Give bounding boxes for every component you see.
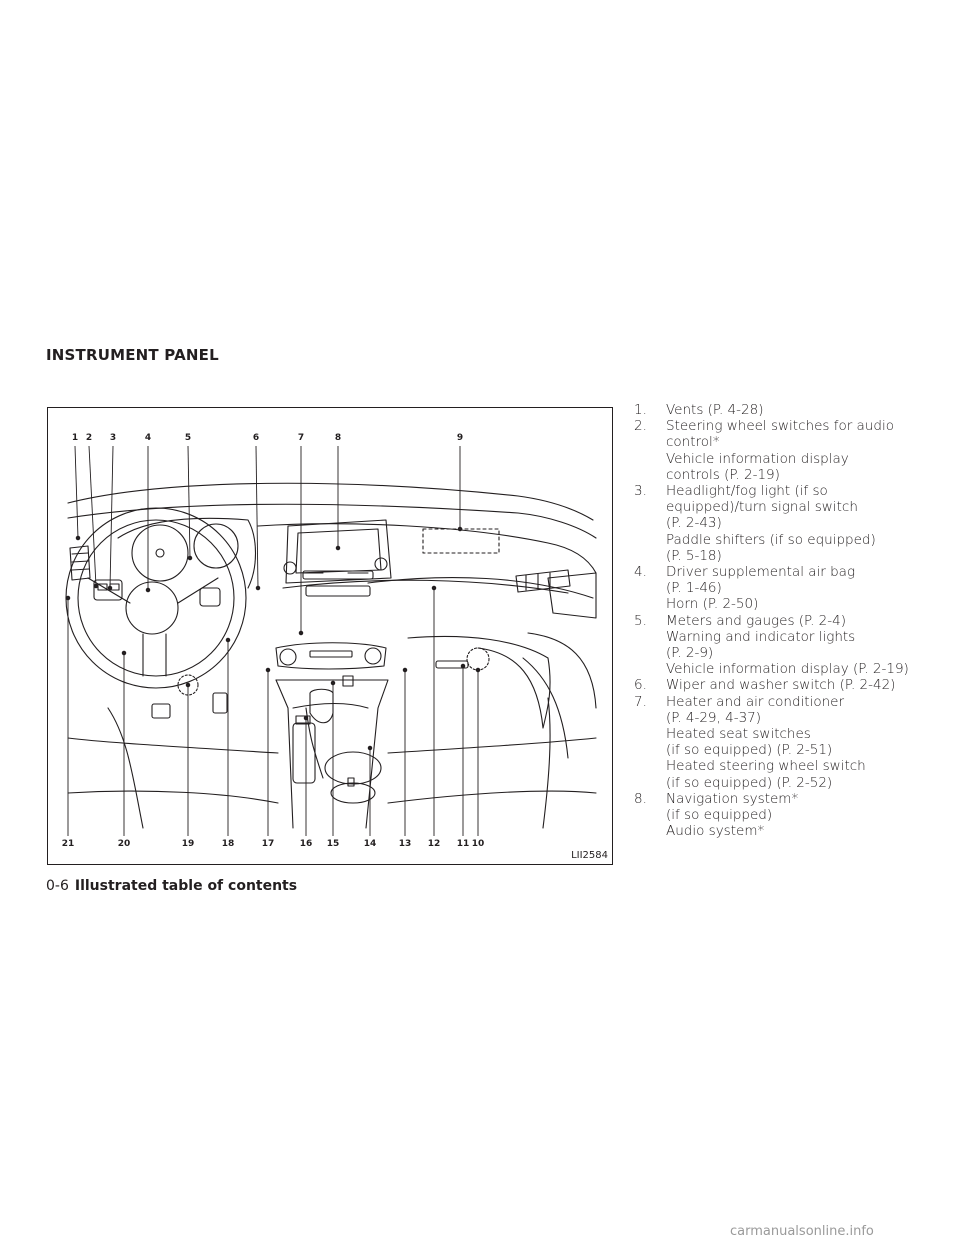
toc-item-number: 3. — [634, 483, 647, 500]
figure-code: LII2584 — [571, 850, 608, 861]
callout-number: 17 — [261, 839, 275, 849]
toc-item-text: (P. 2-43) — [666, 515, 722, 532]
toc-item-text: (P. 4-29, 4-37) — [666, 709, 762, 726]
toc-item-text: (P. 5-18) — [666, 547, 722, 564]
toc-item-text: Vehicle information display (P. 2-19) — [666, 661, 909, 678]
callout-dot — [76, 536, 80, 540]
toc-item — [634, 677, 934, 693]
callout-dot — [461, 664, 465, 668]
toc-item-text: Heater and air conditioner — [666, 693, 844, 710]
toc-item — [634, 791, 934, 840]
toc-item-text: Navigation system* — [666, 790, 799, 807]
callout-number: 1 — [71, 433, 79, 443]
table-of-contents-list — [634, 402, 934, 839]
callout-dot — [458, 527, 462, 531]
callout-number: 16 — [299, 839, 313, 849]
callout-dot — [66, 596, 70, 600]
toc-item-text: (if so equipped) (P. 2-52) — [666, 774, 833, 791]
toc-item-text: Heated seat switches — [666, 726, 811, 743]
page-footer — [46, 878, 297, 894]
callout-dot — [94, 584, 98, 588]
watermark-text: carmanualsonline.info — [730, 1224, 874, 1239]
callout-dot — [403, 668, 407, 672]
callout-dot — [108, 586, 112, 590]
toc-item-text: Audio system* — [666, 823, 765, 840]
toc-item-text: (if so equipped) — [666, 807, 773, 824]
toc-item-text: (if so equipped) (P. 2-51) — [666, 742, 833, 759]
callout-number: 13 — [398, 839, 412, 849]
callout-number: 15 — [326, 839, 340, 849]
section-title: INSTRUMENT PANEL — [46, 346, 219, 364]
callout-leader-line — [256, 446, 258, 588]
instrument-panel-figure — [47, 407, 613, 865]
callout-number: 21 — [61, 839, 75, 849]
toc-item — [634, 564, 934, 613]
callout-number: 7 — [297, 433, 305, 443]
toc-item-text: Horn (P. 2-50) — [666, 596, 759, 613]
callout-number: 6 — [252, 433, 260, 443]
toc-item-text: (P. 1-46) — [666, 580, 722, 597]
toc-item-number: 8. — [634, 790, 647, 807]
callout-dot — [331, 681, 335, 685]
toc-item-number: 4. — [634, 564, 647, 581]
toc-item-text: Vents (P. 4-28) — [666, 402, 764, 418]
callout-dot — [186, 683, 190, 687]
callout-leader-line — [188, 446, 190, 558]
chapter-title: Illustrated table of contents — [74, 878, 298, 894]
toc-item-text: control* — [666, 434, 720, 451]
toc-item-text: Vehicle information display — [666, 450, 849, 467]
toc-item — [634, 418, 934, 483]
toc-item — [634, 613, 934, 678]
toc-item-text: equipped)/turn signal switch — [666, 499, 858, 516]
toc-item-text: Paddle shifters (if so equipped) — [666, 531, 876, 548]
toc-item-number: 2. — [634, 418, 647, 435]
callout-dot — [299, 631, 303, 635]
callout-dot — [188, 556, 192, 560]
callout-leader-line — [75, 446, 78, 538]
toc-item-number: 5. — [634, 612, 647, 629]
callout-dot — [304, 716, 308, 720]
toc-item-text: Wiper and washer switch (P. 2-42) — [666, 677, 896, 694]
callout-number: 18 — [221, 839, 235, 849]
toc-item-number: 7. — [634, 693, 647, 710]
toc-item — [634, 694, 934, 791]
callout-leader-line — [110, 446, 113, 588]
toc-item-text: Driver supplemental air bag — [666, 564, 856, 581]
callout-number: 5 — [184, 433, 192, 443]
toc-item-number: 6. — [634, 677, 647, 694]
callout-number: 20 — [117, 839, 131, 849]
callout-dot — [368, 746, 372, 750]
callout-number: 2 — [85, 433, 93, 443]
callout-dot — [122, 651, 126, 655]
page-number: 0-6 — [46, 878, 69, 894]
callout-number: 10 — [471, 839, 485, 849]
toc-item-text: controls (P. 2-19) — [666, 466, 780, 483]
callout-number: 11 — [456, 839, 470, 849]
toc-item-number: 1. — [634, 402, 647, 418]
toc-item-text: Steering wheel switches for audio — [666, 418, 894, 435]
callout-dot — [432, 586, 436, 590]
toc-item-text: Warning and indicator lights — [666, 628, 856, 645]
toc-item-text: (P. 2-9) — [666, 645, 714, 662]
callout-dot — [226, 638, 230, 642]
callout-number: 14 — [363, 839, 377, 849]
callout-leader-line — [89, 446, 96, 586]
toc-item-text: Meters and gauges (P. 2-4) — [666, 612, 846, 629]
dashboard-illustration — [48, 408, 614, 866]
callout-number: 9 — [456, 433, 464, 443]
callout-dot — [266, 668, 270, 672]
callout-dot — [146, 588, 150, 592]
toc-item — [634, 483, 934, 564]
toc-item-text: Headlight/fog light (if so — [666, 483, 828, 500]
callout-dot — [256, 586, 260, 590]
callout-dot — [476, 668, 480, 672]
callout-dot — [336, 546, 340, 550]
callout-number: 3 — [109, 433, 117, 443]
callout-number: 19 — [181, 839, 195, 849]
toc-item-text: Heated steering wheel switch — [666, 758, 866, 775]
callout-number: 4 — [144, 433, 152, 443]
toc-item — [634, 402, 934, 418]
callout-number: 12 — [427, 839, 441, 849]
callout-number: 8 — [334, 433, 342, 443]
